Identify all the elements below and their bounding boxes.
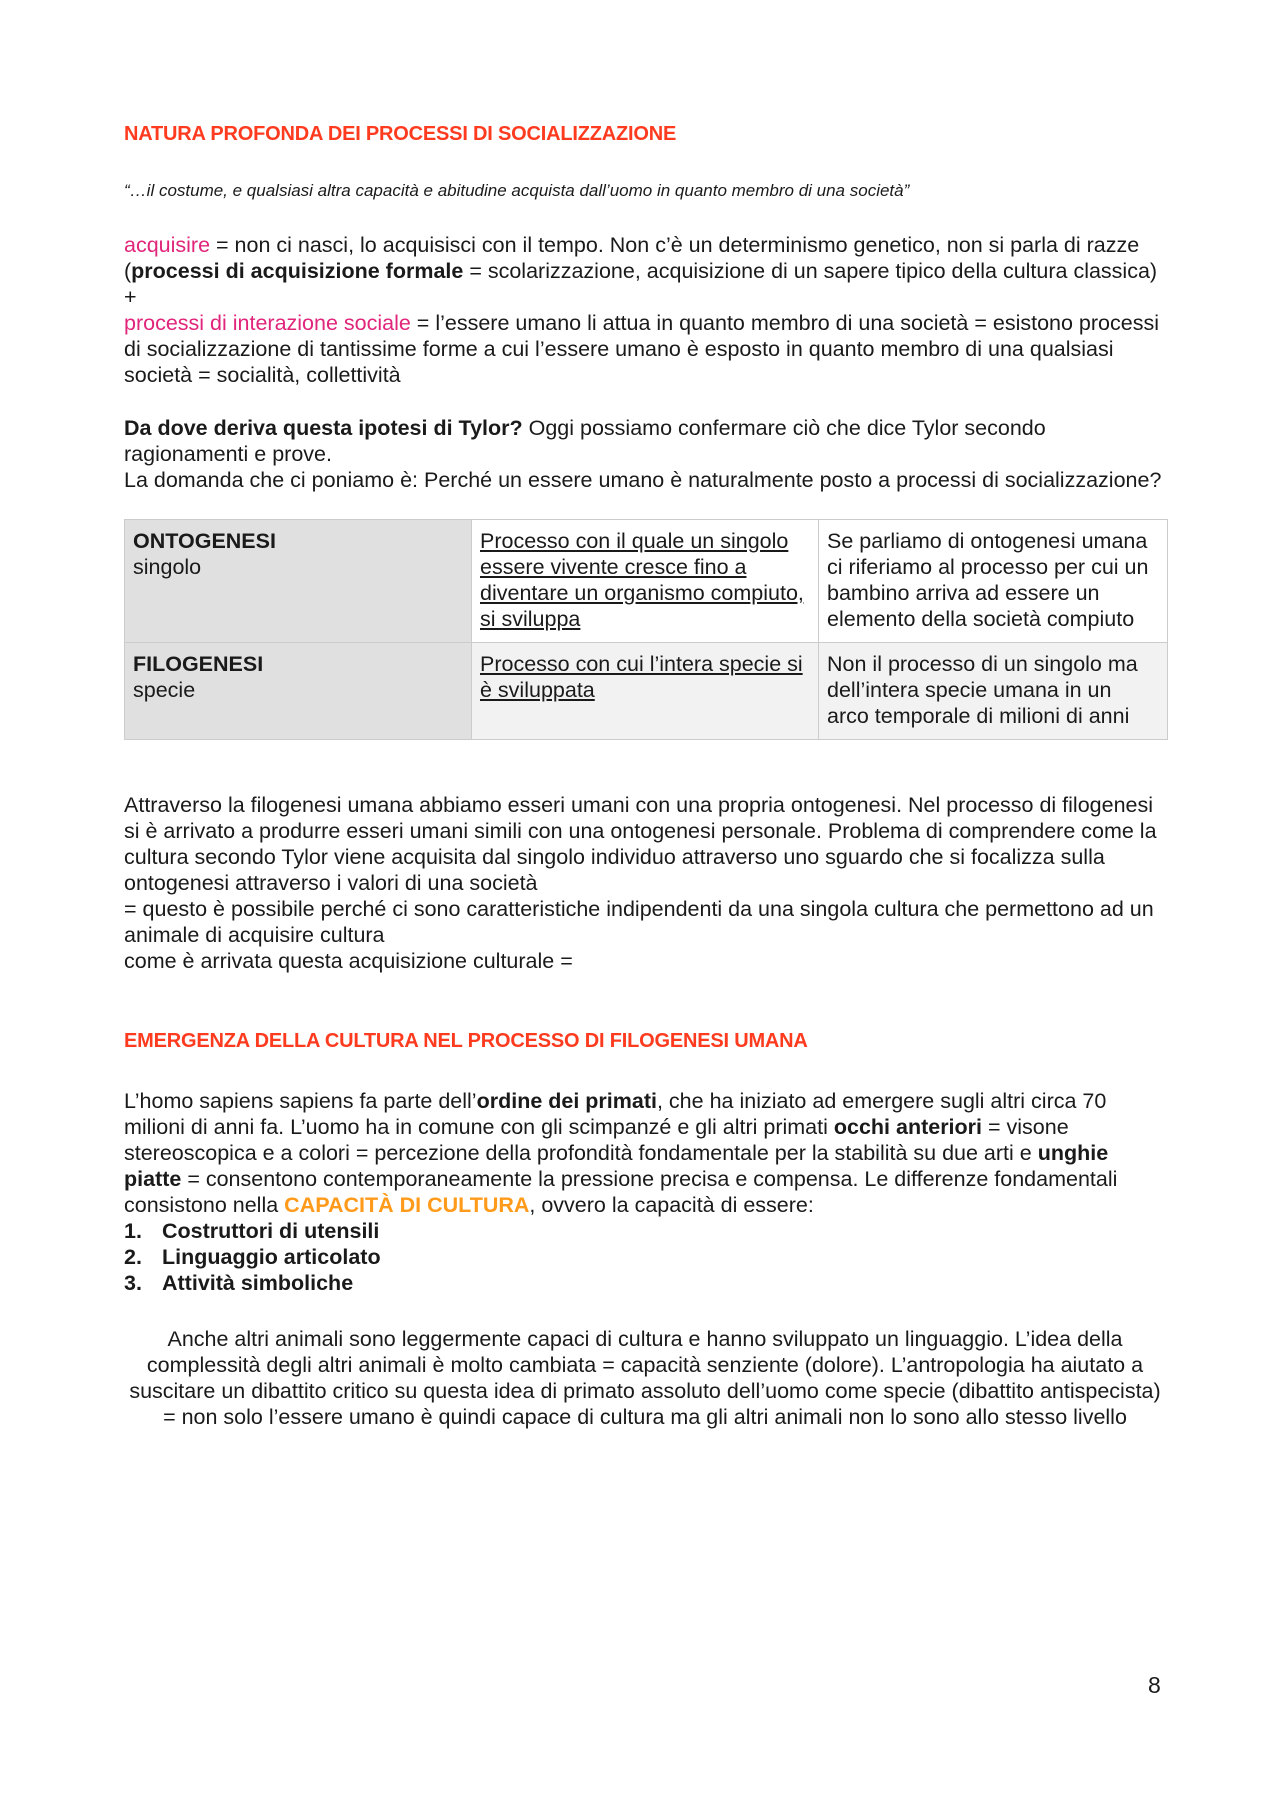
bold-term: ordine dei primati [476,1089,657,1113]
list-item: 3. Attività simboliche [124,1271,354,1295]
paragraph-possibile: = questo è possibile perché ci sono caratteristiche indipendenti da una singola cultura che permettono ad un animale di acquisire cultura [124,897,1154,947]
bold-term: processi di acquisizione formale [131,259,464,283]
table-cell-note [819,520,1168,643]
text: = consentono contemporaneamente la pressione precisa e compensa. Le differenze fondamentali consistono nella [124,1167,1118,1217]
table-cell-term [125,643,472,740]
page-content [124,121,1166,1430]
term-interazione-sociale: processi di interazione sociale [124,311,411,335]
section-heading-socializzazione: NATURA PROFONDA DEI PROCESSI DI SOCIALIZZAZIONE [124,123,677,145]
text: L’homo sapiens sapiens fa parte dell’ [124,1089,477,1113]
bold-term: occhi anteriori [833,1115,983,1139]
list-item: 1. Costruttori di utensili [124,1219,380,1243]
paragraph-acquisire [124,232,1166,284]
paragraph-homo-sapiens [124,1088,1166,1218]
text: , ovvero la capacità di essere: [529,1193,814,1217]
bold-term: unghie piatte [124,1141,1109,1191]
paragraph-interazione [124,310,1166,388]
table-row [125,520,1168,643]
tylor-quote: “…il costume, e qualsiasi altra capacità e abitudine acquista dall’uomo in quanto membro di una società” [124,181,910,200]
highlight-capacita-cultura: CAPACITÀ DI CULTURA [284,1193,530,1217]
note-text: Non il processo di un singolo ma dell’intera specie umana in un arco temporale di milioni di anni [827,652,1138,728]
text: = non ci nasci, lo acquisisci con il tempo. Non c’è un determinismo genetico, non si parla di razze ( [124,233,1140,283]
plus-sign: + [124,285,137,309]
term-subtitle: singolo [133,555,202,579]
table-cell-definition [472,643,819,740]
page-number: 8 [1148,1672,1161,1698]
table-row [125,643,1168,740]
paragraph-filogenesi: Attraverso la filogenesi umana abbiamo esseri umani con una propria ontogenesi. Nel processo di filogenesi si è arrivato a produrre esseri umani simili con una ontogenesi personale. Problema di comprendere come la cultura secondo Tylor viene acquisita dal singolo individuo attraverso uno sguardo che si focalizza sulla ontogenesi attraverso i valori di una società [124,793,1157,895]
text: = l’essere umano li attua in quanto membro di una società = esistono processi di socializzazione di tantissime forme a cui l’essere umano è esposto in quanto membro di una qualsiasi società = socialità, collettività [124,311,1159,387]
text: Oggi possiamo confermare ciò che dice Tylor secondo ragionamenti e prove. [124,416,1046,466]
section-heading-emergenza: EMERGENZA DELLA CULTURA NEL PROCESSO DI FILOGENESI UMANA [124,1030,808,1052]
table-cell-definition [472,520,819,643]
text: = visone stereoscopica e a colori = percezione della profondità fondamentale per la stabilità su due arti e [124,1115,1069,1165]
paragraph-altri-animali: Anche altri animali sono leggermente capaci di cultura e hanno sviluppato un linguaggio. L’idea della complessità degli altri animali è molto cambiata = capacità senziente (dolore). L’antropologia ha aiutato a suscitare un dibattito critico su questa idea di primato assoluto dell’uomo come specie (dibattito antispecista) = non solo l’essere umano è quindi capace di cultura ma gli altri animali non lo sono allo stesso livello [129,1327,1161,1429]
term-subtitle: specie [133,678,196,702]
paragraph-domanda: La domanda che ci poniamo è: Perché un essere umano è naturalmente posto a processi di socializzazione? [124,468,1162,492]
term-acquisire: acquisire [124,233,211,257]
genesis-table [124,519,1168,740]
text: , che ha iniziato ad emergere sugli altri circa 70 milioni di anni fa. L’uomo ha in comune con gli scimpanzé e gli altri primati [124,1089,1107,1139]
capacity-list [124,1218,1166,1296]
definition-text: Processo con il quale un singolo essere vivente cresce fino a diventare un organismo compiuto, si sviluppa [480,529,804,631]
note-text: Se parliamo di ontogenesi umana ci riferiamo al processo per cui un bambino arriva ad essere un elemento della società compiuto [827,529,1149,631]
paragraph-acquisizione: come è arrivata questa acquisizione culturale = [124,949,573,973]
text: = scolarizzazione, acquisizione di un sapere tipico della cultura classica) [463,259,1158,283]
table-cell-term [125,520,472,643]
table-cell-note [819,643,1168,740]
term-filogenesi: FILOGENESI [133,652,264,676]
definition-text: Processo con cui l’intera specie si è sviluppata [480,652,803,702]
paragraph-tylor [124,415,1166,467]
question-tylor: Da dove deriva questa ipotesi di Tylor? [124,416,523,440]
term-ontogenesi: ONTOGENESI [133,529,276,553]
list-item: 2. Linguaggio articolato [124,1245,381,1269]
